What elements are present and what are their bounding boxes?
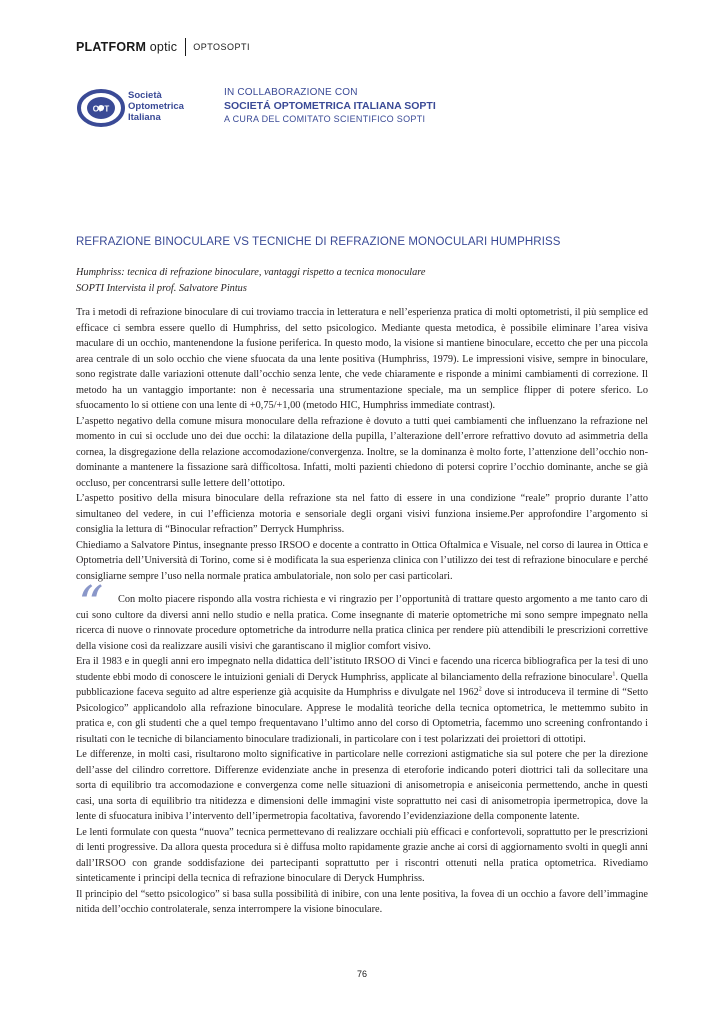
brand-thin: optic [146, 40, 178, 54]
brand-bold: PLATFORM [76, 40, 147, 54]
collaboration-society: SOCIETÁ OPTOMETRICA ITALIANA SOPTI [224, 100, 436, 112]
logo-line-1: Società [128, 90, 162, 101]
header-divider [185, 38, 186, 56]
collaboration-committee: A CURA DEL COMITATO SCIENTIFICO SOPTI [224, 114, 426, 124]
subtitle-line-1: Humphriss: tecnica di refrazione binoculare, vantaggi rispetto a tecnica monoculare [76, 267, 426, 278]
collaboration-block [224, 86, 436, 125]
collaboration-intro: IN COLLABORAZIONE CON [224, 87, 358, 98]
paragraph-6 [76, 654, 648, 747]
sopti-logo [77, 86, 187, 130]
article-subtitle [76, 265, 656, 296]
paragraph-8: Le lenti formulate con questa “nuova” tecnica permettevano di realizzare occhiali più efficaci e confortevoli, soprattutto per le prescrizioni di lenti progressive. Da allora questa procedura si è diffusa molto rapidamente grazie anche ai corsi di aggiornamento svolti in quegli anni dall’IRSOO con grande soddisfazione dei partecipanti soprattutto per i riscontri ottenuti nella pratica optometrica. Rivediamo sinteticamente i principi della tecnica di refrazione binoculare di Deryck Humphriss. [76, 826, 648, 884]
paragraph-2: L’aspetto negativo della comune misura monoculare della refrazione è dovuto a tutti quei cambiamenti che influenzano la refrazione nel momento in cui si occlude uno dei due occhi: la dilatazione della pupilla, l’alterazione dell’errore refrattivo dovuto ad asimmetria della cornea, la disgregazione della relazione accomodazione/convergenza. Inoltre, se la dominanza è molto forte, l’attenzione dell’occhio non-dominante a mantenere la fissazione sarà difficoltosa. Infatti, molti pazienti chiedono di potersi coprire l’occhio dominante, anche se già occluso, per concentrarsi sulle lettere dell’ottotipo. [76, 415, 648, 489]
magazine-brand [76, 40, 177, 54]
quote-mark-icon: “ [78, 575, 104, 633]
paragraph-9: Il principio del “setto psicologico” si basa sulla possibilità di inibire, con una lente positiva, la fovea di un occhio a favore dell’immagine nitida dell’occhio controlaterale, senza interrompere la visione binoculare. [76, 888, 648, 915]
paragraph-4: Chiediamo a Salvatore Pintus, insegnante presso IRSOO e docente a contratto in Ottica Oftalmica e Visuale, nel corso di laurea in Ottica e Optometria dell’Università di Torino, come si è modificata la sua esperienza clinica con l’utilizzo dei test di refrazione binoculare e perché consigliarne sempre l’uso nella normale pratica ambulatoriale, non solo per casi particolari. [76, 539, 648, 582]
paragraph-6-a: Era il 1983 e in quegli anni ero impegnato nella didattica dell’istituto IRSOO di Vinci e facendo una ricerca bibliografica per la tesi di uno studente ebbi modo di conoscere le intuizioni geniali di Deryck Humphriss, applicate al bilanciamento della refrazione binoculare [76, 656, 648, 683]
paragraph-1: Tra i metodi di refrazione binoculare di cui troviamo traccia in letteratura e nell’esperienza pratica di molti optometristi, il più semplice ed efficace ci sembra essere quello di Humphriss, del setto psicologico. Mediante questa metodica, è possibile eliminare l’area visiva maculare di un occhio, mantenendone la fusione periferica. In questo modo, la visione si mantiene binoculare, eccetto che per una piccola area centrale di un solo occhio che viene sfuocata da una lente positiva (Humphriss, 1979). Le impressioni visive, sempre in binoculare, sono registrate dalle variazioni ottenute dall’occhio senza lente, che vede chiaramente e risponde a minimi cambiamenti di correzione. Il metodo ha un vantaggio importante: non è necessaria una strumentazione speciale, ma un semplice flipper di potere sferico. Lo sfuocamento lo si ottiene con una lente di +0,75/+1,00 (metodo HIC, Humphriss immediate contrast). [76, 307, 648, 411]
page-header [76, 38, 250, 56]
paragraph-5: Con molto piacere rispondo alla vostra richiesta e vi ringrazio per l’opportunità di trattare questo argomento a me tanto caro di cui sono cultore da diversi anni nello studio e nella pratica. Come insegnante di materie optometriche mi sono sempre impegnato nella ricerca di nuove o rinnovate procedure optometriche da introdurre nella pratica clinica per rendere più attendibili le prescrizioni correttive della visione così da realizzare ausili visivi che garantiscano il miglior comfort visivo. [76, 594, 648, 652]
section-name: OPTOSOPTI [193, 42, 251, 52]
interview-answer [76, 575, 648, 654]
logo-line-2: Optometrica [128, 101, 184, 112]
paragraph-6-c: dove si introduceva il termine di “Setto Psicologico” applicandolo alla refrazione binoculare. Apprese le modalità teoriche della tecnica optometrica, le mettemmo subito in pratica e, con gli studenti che a quel tempo frequentavano l’ultimo anno del corso di Optometria, facemmo uno screening confrontando i risultati con le tecniche di bilanciamento binoculare tradizionali, in particolare con i test polarizzati dei proiettori di ottotipi. [76, 687, 648, 745]
sopti-logo-mark-icon [77, 86, 127, 130]
article-body [76, 305, 648, 918]
logo-line-3: Italiana [128, 112, 161, 123]
logo-wordmark [128, 90, 184, 123]
paragraph-6-b: . Quella pubblicazione faceva seguito ad altre esperienze già acquisite da Humphriss e divulgate nel 1962 [76, 671, 648, 698]
paragraph-3: L’aspetto positivo della misura binoculare della refrazione sta nel fatto di essere in una condizione “reale” proprio durante l’atto simultaneo del vedere, in cui l’efficienza motoria e sensoriale degli organi visivi funziona insieme.Per approfondire l’argomento si consiglia la lettura di “Binocular refraction” Derryck Humphriss. [76, 493, 648, 535]
subtitle-line-2: SOPTI Intervista il prof. Salvatore Pintus [76, 282, 247, 294]
page-number: 76 [356, 969, 367, 979]
paragraph-7: Le differenze, in molti casi, risultarono molto significative in particolare nelle correzioni astigmatiche sia sul potere che per la direzione dell’asse del cilindro correttore. Differenze evidenziate anche in presenza di eteroforie indicando poteri diottrici tali da sollecitare una sorta di equilibrio tra accomodazione e convergenza come nelle situazioni di anisometropia e aniseiconia permettendo, anche in questi casi, una sorta di equilibrio tra nitidezza e dimensioni delle immagini viste soprattutto nei casi di anisometropia ipermetropica, dove la lente di sfuocatura inibiva l’intervento dell’ipermetropia facoltativa, favorendo l’evidenziazione della componente latente. [76, 749, 648, 822]
article-title: REFRAZIONE BINOCULARE VS TECNICHE DI REFRAZIONE MONOCULARI HUMPHRISS [76, 236, 561, 248]
logo-mark-text: OPT [92, 104, 110, 114]
footnote-ref-2: 2 [478, 686, 482, 693]
footnote-ref-1: 1 [612, 671, 616, 678]
